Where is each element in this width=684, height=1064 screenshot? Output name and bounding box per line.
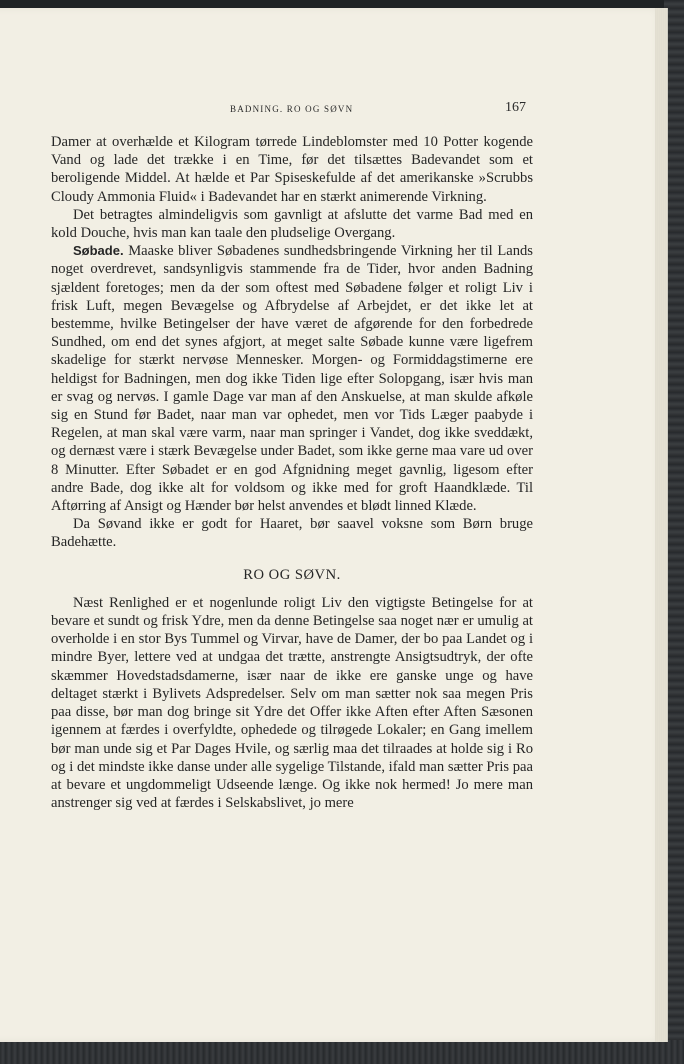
paragraph: Det betragtes almindeligvis som gavnligt at afslutte det varme Bad med en kold Douche, hvis man kan taale den pludselige Overgang. xyxy=(51,206,533,242)
page-body xyxy=(51,133,533,812)
paragraph: Da Søvand ikke er godt for Haaret, bør saavel voksne som Børn bruge Badehætte. xyxy=(51,516,533,551)
page-number: 167 xyxy=(505,100,526,115)
paragraph-text: Maaske bliver Søbadenes sundhedsbringende Virkning her til Lands noget overdrevet, sandsynligvis stammende fra de Tider, hvor anden Badning sjældent foretoges; men da der som oftest med Søbadene følger et roligt Liv i frisk Luft, megen Bevægelse og Afbrydelse af Arbejdet, er det ikke let at bestemme, hvilke Betingelser der have været de afgørende for den forbedrede Sundhed, om end det synes afgjort, at meget salte Søbade kunne være ligefrem skadelige for stærkt nervøse Mennesker. Morgen- og Formiddagstimerne ere heldigst for Badningen, men dog ikke Tiden lige efter Solopgang, især hvis man er svag og nervøs. I gamle Dage var man af den Anskuelse, at man skulde afkøle sig en Stund før Badet, naar man var ophedet, men vor Tids Læger paabyde i Regelen, at man skal være varm, naar man springer i Vandet, dog ikke sveddækt, og dernæst være i stærk Bevægelse under Badet, som ikke gerne maa vare ud over 8 Minutter. Efter Søbadet er en god Afgnidning meget gavnlig, ligesom efter andre Bade, dog ikke alt for voldsom og ikke med for groft Haandklæde. Til Aftørring af Ansigt og Hænder bør helst anvendes et blødt linned Klæde. xyxy=(51,243,533,515)
page-stack-edge xyxy=(655,8,667,1042)
book-cover-bottom-edge xyxy=(0,1040,684,1064)
paragraph-sobade xyxy=(51,242,533,515)
paragraph: Damer at overhælde et Kilogram tørrede Lindeblomster med 10 Potter kogende Vand og lade det trække i en Time, før det tilsættes Badevandet som et beroligende Middel. At hælde et Par Spiseskefulde af det amerikanske »Scrubbs Cloudy Ammonia Fluid« i Badevandet har en stærkt animerende Virkning. xyxy=(51,134,533,205)
inline-heading: Søbade. xyxy=(73,243,124,259)
section-title: RO OG SØVN. xyxy=(243,566,341,583)
running-title: BADNING. RO OG SØVN xyxy=(230,104,354,114)
paragraph: Næst Renlighed er et nogenlunde roligt Liv den vigtigste Betingelse for at bevare et sundt og frisk Ydre, men da denne Betingelse saa noget nær er umulig at overholde i en stor Bys Tummel og Virvar, have de Damer, der bo paa Landet og i mindre Byer, lettere ved at undgaa det trætte, anstrengte Ansigtsudtryk, der ofte skæmmer Hovedstadsdamerne, især naar de ikke ere ganske unge og have deltaget stærkt i Bylivets Adspredelser. Selv om man sætter nok saa megen Pris paa disse, bør man dog bringe sit Ydre det Offer ikke Aften efter Aften Sæsonen igennem at færdes i overfyldte, ophedede og tilrøgede Lokaler; en Gang imellem bør man unde sig et Par Dages Hvile, og særlig maa det tilraades at holde sig i Ro og i det mindste ikke danse under alle sygelige Tilstande, ifald man sætter Pris paa at bevare et ungdommeligt Udseende længe. Og ikke nok hermed! Jo mere man anstrenger sig ved at færdes i Selskabslivet, jo mere xyxy=(51,594,533,812)
